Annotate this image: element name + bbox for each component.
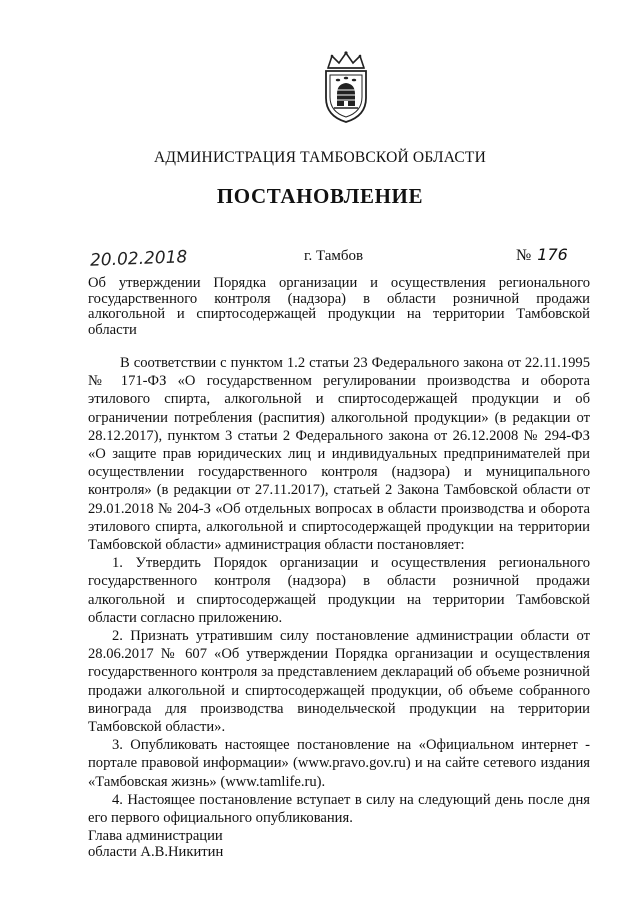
document-number: [516, 245, 568, 265]
document-type-title: ПОСТАНОВЛЕНИЕ: [216, 184, 424, 208]
signature-position: Глава администрации: [88, 828, 223, 844]
preamble-paragraph: В соответствии с пунктом 1.2 статьи 23 Федерального закона от 22.11.1995 № 171-ФЗ «О государственном регулировании производства и оборота этилового спирта, алкогольной и спиртосодержащей продукции и об ограничении потребления (распития) алкогольной продукции» (в редакции от 28.12.2017), пунктом 3 статьи 2 Федерального закона от 26.12.2008 № 294-ФЗ «О защите прав юридических лиц и индивидуальных предпринимателей при осуществлении государственного контроля (надзора) и муниципального контроля» (в редакции от 27.11.2017), статьей 2 Закона Тамбовской области от 29.01.2018 № 204-З «Об отдельных вопросах в области производства и оборота этилового спирта, алкогольной и спиртосодержащей продукции на территории Тамбовской области» администрация области постановляет:: [88, 355, 590, 554]
number-value: 176: [537, 245, 568, 264]
organization-title: АДМИНИСТРАЦИЯ ТАМБОВСКОЙ ОБЛАСТИ: [154, 149, 486, 166]
signature-name: области А.В.Никитин: [88, 844, 224, 860]
document-date: 20.02.2018: [89, 247, 188, 271]
number-sign: №: [516, 247, 532, 264]
clause-1-paragraph: 1. Утвердить Порядок организации и осуществления регионального государственного контроля (надзора) в области розничной продажи алкогольной и спиртосодержащей продукции на территории Тамбовской области согласно приложению.: [88, 555, 590, 626]
document-city: г. Тамбов: [304, 248, 364, 264]
clause-4-paragraph: 4. Настоящее постановление вступает в силу на следующий день после дня его первого официального опубликования.: [88, 791, 590, 827]
clause-2-paragraph: 2. Признать утратившим силу постановление администрации области от 28.06.2017 № 607 «Об утверждении Порядка организации и осуществления государственного контроля за представлением деклараций об объеме розничной продажи алкогольной и спиртосодержащей продукции, об объеме собранного винограда для производства винодельческой продукции на территории Тамбовской области».: [88, 628, 590, 736]
coat-of-arms-icon: [318, 50, 374, 124]
document-subject: Об утверждении Порядка организации и осуществления регионального государственного контроля (надзора) в области розничной продажи алкогольной и спиртосодержащей продукции на территории Тамбовской области: [88, 275, 590, 338]
clause-3-paragraph: 3. Опубликовать настоящее постановление на «Официальном интернет - портале правовой информации» (www.pravo.gov.ru) и на сайте сетевого издания «Тамбовская жизнь» (www.tamlife.ru).: [88, 737, 590, 790]
signature-block: [88, 828, 223, 860]
document-body: [88, 354, 590, 827]
